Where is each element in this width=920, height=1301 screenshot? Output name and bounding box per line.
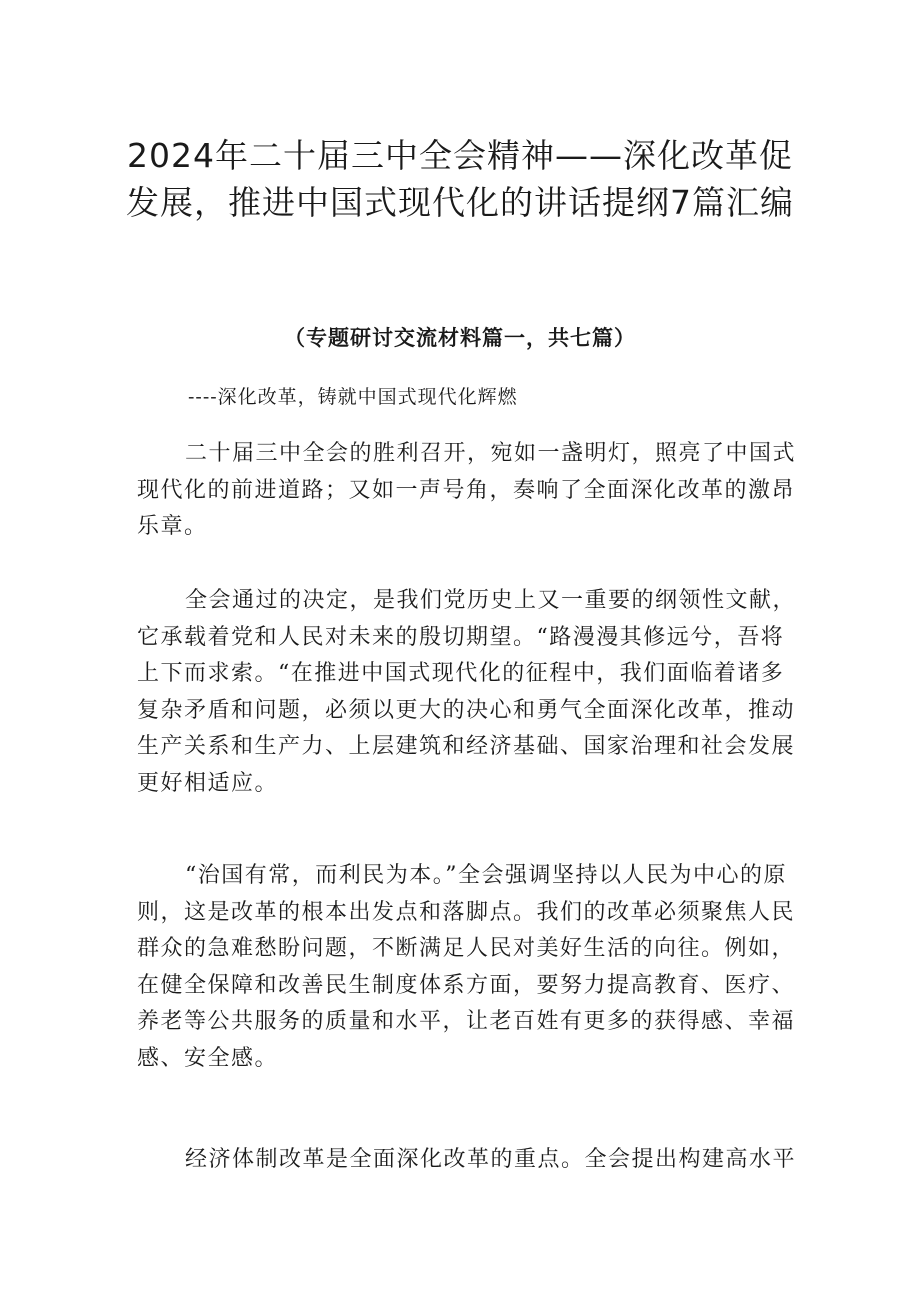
paragraph-1: 二十届三中全会的胜利召开，宛如一盏明灯，照亮了中国式现代化的前进道路；又如一声号角，奏响了全面深化改革的激昂乐章。	[137, 441, 797, 539]
paragraph-4: 经济体制改革是全面深化改革的重点。全会提出构建高水平	[185, 1147, 797, 1172]
document-subtitle: （专题研讨交流材料篇一，共七篇）	[284, 326, 636, 350]
document-title: 2024年二十届三中全会精神——深化改革促发展，推进中国式现代化的讲话提纲7篇汇编	[126, 136, 794, 223]
document-tagline: ----深化改革，铸就中国式现代化辉燃	[188, 386, 518, 408]
paragraph-3: “治国有常，而利民为本。”全会强调坚持以人民为中心的原则，这是改革的根本出发点和落脚点。我们的改革必须聚焦人民群众的急难愁盼问题，不断满足人民对美好生活的向往。例如，在健全保障和改善民生制度体系方面，要努力提高教育、医疗、养老等公共服务的质量和水平，让老百姓有更多的获得感、幸福感、安全感。	[137, 863, 796, 1071]
paragraph-2: 全会通过的决定，是我们党历史上又一重要的纲领性文献，它承载着党和人民对未来的殷切期望。“路漫漫其修远兮，吾将上下而求索。“在推进中国式现代化的征程中，我们面临着诸多复杂矛盾和问题，必须以更大的决心和勇气全面深化改革，推动生产关系和生产力、上层建筑和经济基础、国家治理和社会发展更好相适应。	[137, 588, 797, 796]
